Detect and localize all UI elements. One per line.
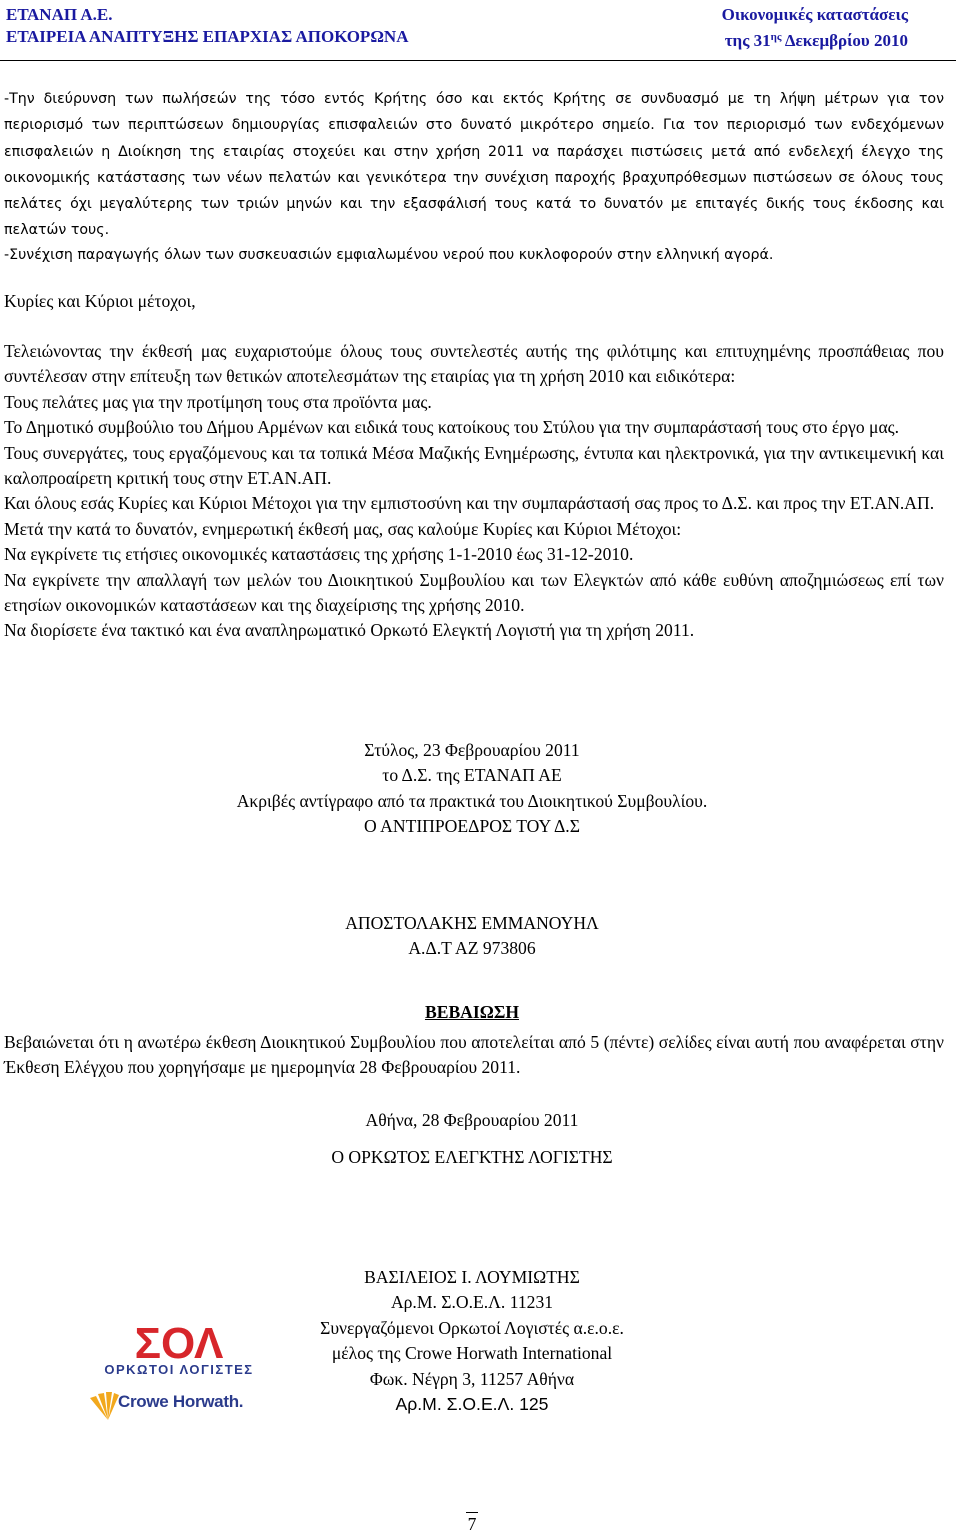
closing-paragraph: Τελειώνοντας την έκθεσή μας ευχαριστούμε όλους τους συντελεστές αυτής της φιλότιμης και επιτυχημένης προσπάθειας που συντέλεσαν στην επίτευξη των θετικών αποτελεσμάτων της εταιρίας για τη χρήση 2010 και ειδικότερα: [4,341,944,387]
board-signature-block [0,738,944,839]
signature-place-date: Στύλος, 23 Φεβρουαρίου 2011 [364,740,580,760]
signature-true-copy: Ακριβές αντίγραφο από τα πρακτικά του Διοικητικού Συμβουλίου. [236,790,708,811]
certification-auditor-title: Ο ΟΡΚΩΤΟΣ ΕΛΕΓΚΤΗΣ ΛΟΓΙΣΤΗΣ [331,1147,613,1167]
period-suffix: Δεκεμβρίου 2010 [781,31,908,50]
certification-text: Βεβαιώνεται ότι η ανωτέρω έκθεση Διοικητικού Συμβουλίου που αποτελείται από 5 (πέντε) σελίδες είναι αυτή που αναφέρεται στην Έκθεση Ελέγχου που χορηγήσαμε με ημερομηνία 28 Φεβρουαρίου 2011. [4,1032,944,1078]
certification-title: ΒΕΒΑΙΩΣΗ [424,1002,520,1022]
request-appoint-auditor: Να διορίσετε ένα τακτικό και ένα αναπληρωματικό Ορκωτό Ελεγκτή Λογιστή για τη χρήση 2011. [4,620,695,641]
request-approve-statements: Να εγκρίνετε τις ετήσιες οικονομικές καταστάσεις της χρήσης 1-1-2010 έως 31-12-2010. [4,544,634,565]
auditor-network: μέλος της Crowe Horwath International [331,1343,613,1364]
document-period [725,26,908,52]
signatory-block [0,911,944,962]
thanks-shareholders: Και όλους εσάς Κυρίες και Κύριοι Μέτοχοι για την εμπιστοσύνη και την συμπαράστασή σας προς το Δ.Σ. και προς την ΕΤ.ΑΝ.ΑΠ. [4,493,935,514]
greeting: Κυρίες και Κύριοι μέτοχοι, [4,291,196,311]
auditor-firm-name: Συνεργαζόμενοι Ορκωτοί Λογιστές α.ε.ο.ε. [320,1317,624,1338]
thanks-partners: Τους συνεργάτες, τους εργαζόμενους και τα τοπικά Μέσα Μαζικής Ενημέρωσης, έντυπα και ηλεκτρονικά, για την αντικειμενική και καλοπροαίρετη κριτική τους στην ΕΤ.ΑΝ.ΑΠ. [4,442,944,489]
paragraph-production: -Συνέχιση παραγωγής όλων των συσκευασιών εμφιαλωμένου νερού που κυκλοφορούν στην ελληνική αγορά. [4,247,774,263]
thanks-municipality: Το Δημοτικό συμβούλιο του Δήμου Αρμένων και ειδικά τους κατοίκους του Στύλου για την συμπαράστασή τους στο έργο μας. [4,417,900,438]
period-superscript: ης [770,31,782,43]
certification-place-date: Αθήνα, 28 Φεβρουαρίου 2011 [365,1110,579,1130]
auditor-registration: Αρ.Μ. Σ.Ο.Ε.Λ. 11231 [390,1292,554,1313]
page-number-rule [466,1512,478,1513]
crowe-fan-icon [90,1392,119,1420]
period-prefix: της 31 [724,31,771,50]
sol-logo-mark: ΣΟΛ [134,1320,224,1368]
document-title: Οικονομικές καταστάσεις [721,5,908,24]
firm-registration: Αρ.Μ. Σ.Ο.Ε.Λ. 125 [395,1394,549,1415]
logo-subtitle: ΟΡΚΩΤΟΙ ΛΟΓΙΣΤΕΣ [104,1362,254,1377]
closing-section [4,339,944,644]
signature-on-behalf: το Δ.Σ. της ΕΤΑΝΑΠ ΑΕ [382,765,562,786]
header-divider [0,60,956,61]
company-short-name: ΕΤΑΝΑΠ Α.Ε. [6,5,113,24]
request-discharge: Να εγκρίνετε την απαλλαγή των μελών του Διοικητικού Συμβουλίου και των Ελεγκτών από κάθε ευθύνη αποζημιώσεως επί των ετησίων οικονομικών καταστάσεων και της διαχείρισης της χρήσης 2010. [4,569,944,616]
auditor-name: ΒΑΣΙΛΕΙΟΣ Ι. ΛΟΥΜΙΩΤΗΣ [364,1267,580,1287]
company-full-name: ΕΤΑΙΡΕΙΑ ΑΝΑΠΤΥΞΗΣ ΕΠΑΡΧΙΑΣ ΑΠΟΚΟΡΩΝΑ [6,27,409,46]
request-intro: Μετά την κατά το δυνατόν, ενημερωτική έκθεσή μας, σας καλούμε Κυρίες και Κύριοι Μέτοχοι: [4,518,682,539]
paragraph-credit-policy: -Την διεύρυνση των πωλήσεών της τόσο εντός Κρήτης όσο και εκτός Κρήτης σε συνδυασμό με τη λήψη μέτρων για τον περιορισμό των περιπτώσεων δημιουργίας επισφαλειών στο δυνατό μικρότερο σημείο. Για τον περιορισμό των ενδεχόμενων επισφαλειών η Διοίκηση της εταιρίας στοχεύει και στην χρήση 2011 να παράσχει πιστώσεις μετά από ενδελεχή έλεγχο της οικονομικής κατάστασης των νέων πελατών και γενικότερα την συνέχιση παροχής βραχυπρόθεσμων πιστώσεων σε όλους τους πελάτες όχι μεγαλύτερης των τριών μηνών και την εξασφάλισή τους κατά το δυνατόν με επιταγές δικής τους έκδοσης και πελατών τους. [4,91,944,239]
auditor-address: Φωκ. Νέγρη 3, 11257 Αθήνα [369,1368,575,1389]
logo-network-name: Crowe Horwath. [118,1392,244,1411]
thanks-customers: Τους πελάτες μας για την προτίμηση τους στα προϊόντα μας. [4,391,432,412]
page-header [0,0,960,64]
signatory-id: Α.Δ.Τ ΑΖ 973806 [408,938,536,959]
sol-crowe-logo [88,1320,274,1430]
page-number: 7 [467,1514,477,1534]
signatory-name: ΑΠΟΣΤΟΛΑΚΗΣ ΕΜΜΑΝΟΥΗΛ [345,913,599,933]
signature-role: Ο ΑΝΤΙΠΡΟΕΔΡΟΣ ΤΟΥ Δ.Σ [364,815,580,836]
